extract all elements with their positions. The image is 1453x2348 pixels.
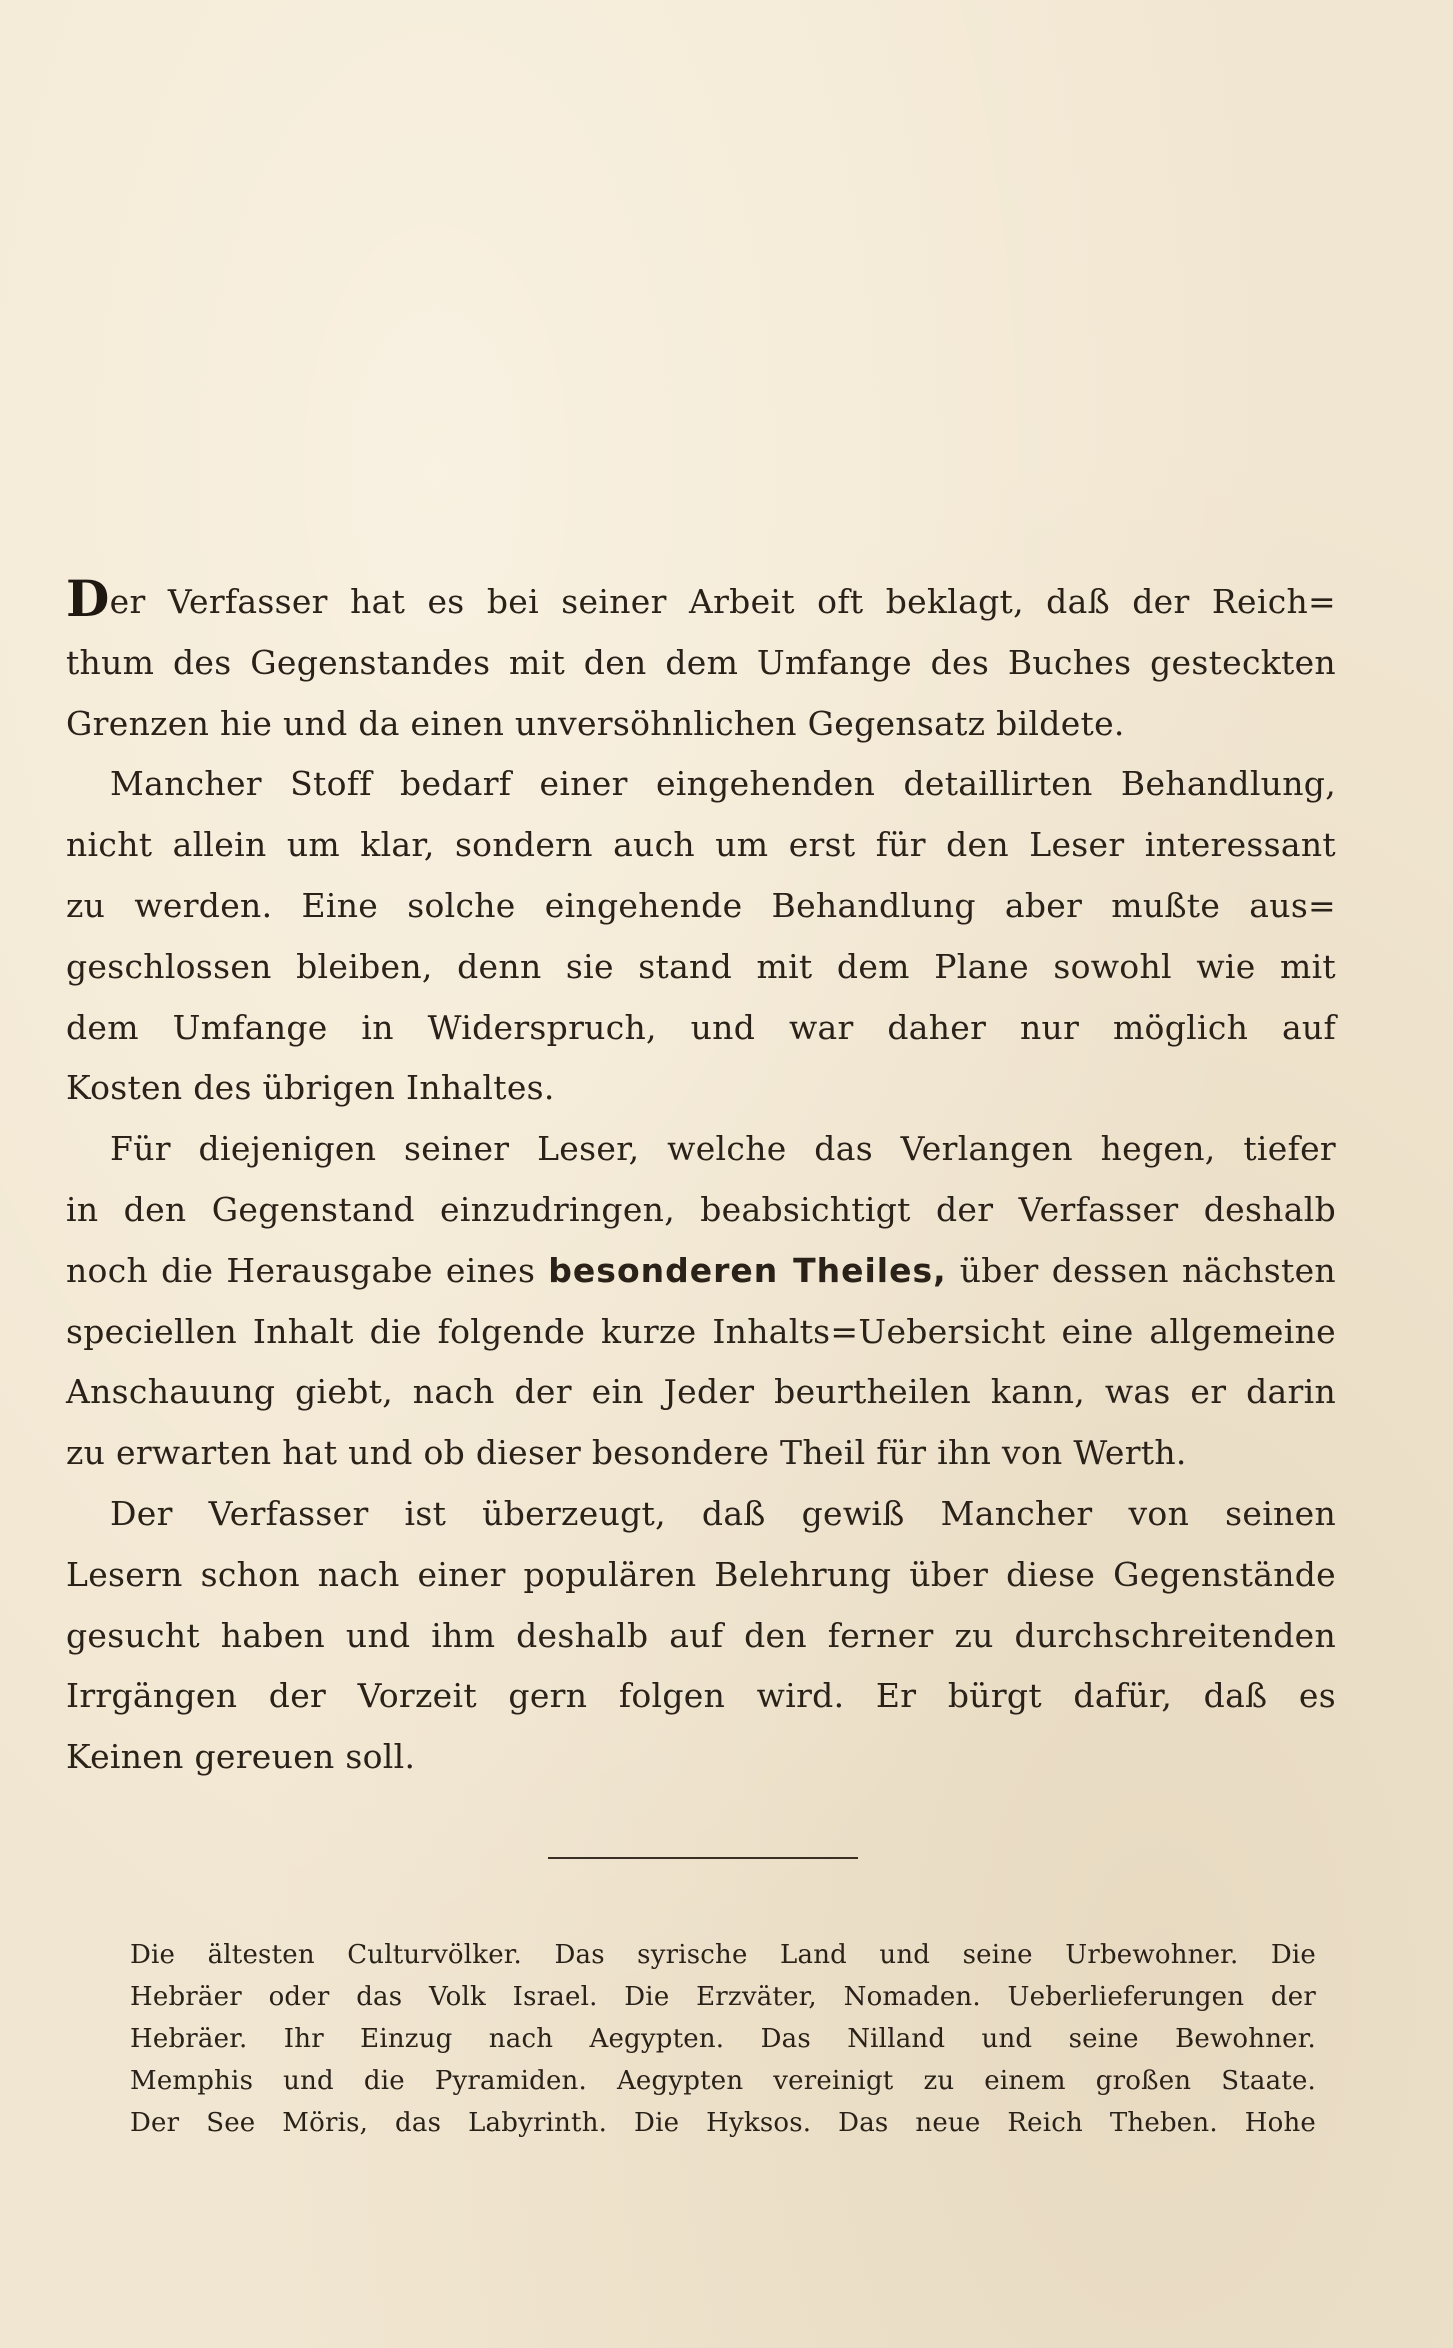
paragraph-3-line-3: noch die Herausgabe eines besonderen Theiles, über dessen nächsten [66, 1250, 1336, 1290]
paragraph-2-line-2: nicht allein um klar, sondern auch um erst für den Leser interessant [66, 825, 1336, 865]
contents-summary [130, 1934, 1316, 2144]
drop-cap: D [66, 569, 110, 628]
summary-line-5: Der See Möris, das Labyrinth. Die Hyksos. Das neue Reich Theben. Hohe [130, 2108, 1316, 2138]
paragraph-3-line-5: Anschauung giebt, nach der ein Jeder beurtheilen kann, was er darin [66, 1372, 1336, 1412]
paragraph-4-line-4: Irrgängen der Vorzeit gern folgen wird. Er bürgt dafür, daß es [66, 1676, 1336, 1716]
paragraph-3-line-2: in den Gegenstand einzudringen, beabsichtigt der Verfasser deshalb [66, 1189, 1336, 1229]
paragraph-4-line-1: Der Verfasser ist überzeugt, daß gewiß Mancher von seinen [110, 1493, 1336, 1533]
paragraph-2-line-6: Kosten des übrigen Inhaltes. [66, 1068, 555, 1108]
foreword-text [66, 569, 1336, 1788]
summary-line-1: Die ältesten Culturvölker. Das syrische Land und seine Urbewohner. Die [130, 1940, 1316, 1970]
emphasized-phrase: besonderen Theiles, [548, 1250, 947, 1290]
paragraph-1-line-3: Grenzen hie und da einen unversöhnlichen Gegensatz bildete. [66, 703, 1125, 743]
paragraph-2-line-1: Mancher Stoff bedarf einer eingehenden detaillirten Behandlung, [110, 764, 1336, 804]
paragraph-3-line-4: speciellen Inhalt die folgende kurze Inhalts=Uebersicht eine allgemeine [66, 1311, 1336, 1351]
summary-line-2: Hebräer oder das Volk Israel. Die Erzväter, Nomaden. Ueberlieferungen der [130, 1982, 1316, 2012]
paragraph-1-line-1: Der Verfasser hat es bei seiner Arbeit oft beklagt, daß der Reich= [66, 569, 1336, 628]
section-divider [548, 1857, 858, 1859]
paragraph-2-line-3: zu werden. Eine solche eingehende Behandlung aber mußte aus= [66, 885, 1336, 925]
paragraph-3-line-6: zu erwarten hat und ob dieser besondere Theil für ihn von Werth. [66, 1433, 1187, 1473]
paragraph-4-line-5: Keinen gereuen soll. [66, 1737, 416, 1777]
paragraph-3-line-1: Für diejenigen seiner Leser, welche das Verlangen hegen, tiefer [110, 1129, 1336, 1169]
paragraph-4-line-3: gesucht haben und ihm deshalb auf den ferner zu durchschreitenden [66, 1615, 1336, 1655]
paragraph-1-line-2: thum des Gegenstandes mit den dem Umfange des Buches gesteckten [66, 642, 1336, 682]
summary-line-3: Hebräer. Ihr Einzug nach Aegypten. Das Nilland und seine Bewohner. [130, 2024, 1316, 2054]
paragraph-2-line-5: dem Umfange in Widerspruch, und war daher nur möglich auf [66, 1007, 1336, 1047]
paragraph-2-line-4: geschlossen bleiben, denn sie stand mit dem Plane sowohl wie mit [66, 946, 1336, 986]
summary-line-4: Memphis und die Pyramiden. Aegypten vereinigt zu einem großen Staate. [130, 2066, 1316, 2096]
paragraph-4-line-2: Lesern schon nach einer populären Belehrung über diese Gegenstände [66, 1554, 1336, 1594]
